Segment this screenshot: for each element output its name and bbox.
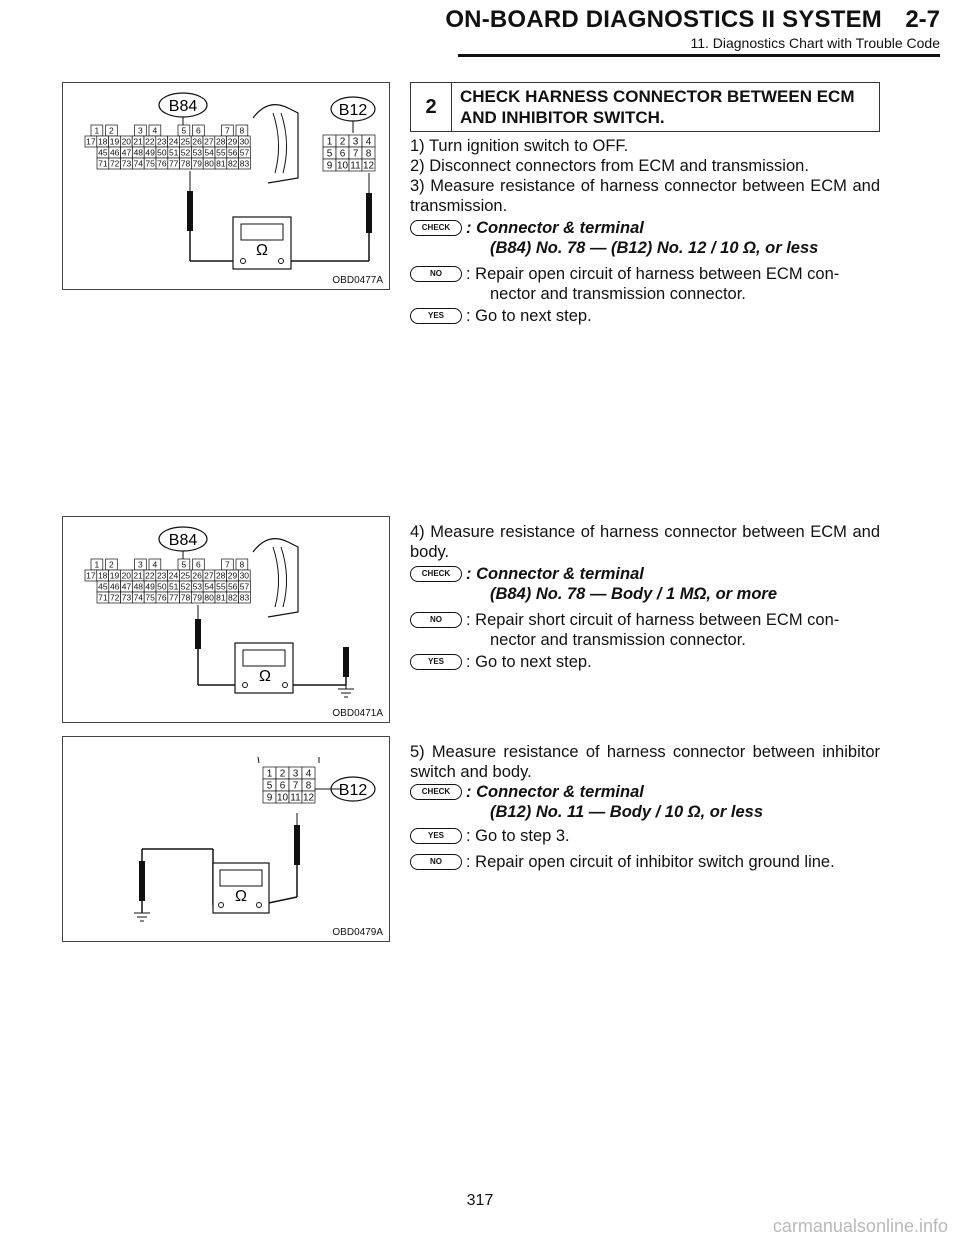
header-rule bbox=[458, 54, 940, 57]
b84-pin: 8 bbox=[239, 125, 245, 136]
no-text-2a: : Repair short circuit of harness between ECM con- bbox=[466, 611, 840, 629]
check-badge: CHECK bbox=[410, 784, 462, 800]
no-text-2b: nector and transmission connector. bbox=[490, 631, 746, 649]
b84-pin: 73 bbox=[121, 592, 132, 603]
b84-pin: 45 bbox=[98, 147, 108, 158]
b84-pin: 7 bbox=[225, 125, 230, 136]
b84-pin: 19 bbox=[109, 136, 120, 147]
diagram-3-drawing bbox=[63, 737, 389, 941]
b12-pin: 4 bbox=[305, 768, 312, 780]
figure-label: OBD0471A bbox=[332, 708, 383, 719]
b84-pin: 74 bbox=[133, 158, 144, 169]
b84-pin: 23 bbox=[156, 570, 167, 581]
diagram-1-drawing bbox=[63, 83, 389, 289]
diagram-2-drawing bbox=[63, 517, 389, 722]
b84-pin: 51 bbox=[168, 147, 179, 158]
b84-pin: 73 bbox=[121, 158, 132, 169]
b84-pin: 74 bbox=[133, 592, 144, 603]
b84-pin: 72 bbox=[109, 592, 120, 603]
check-text-2a: : Connector & terminal bbox=[466, 565, 644, 583]
b12-pin: 6 bbox=[339, 148, 346, 160]
connector-label-b84: B84 bbox=[168, 98, 198, 115]
b84-pin: 30 bbox=[239, 136, 250, 147]
instruction-4: 4) Measure resistance of harness connector between ECM and body. bbox=[410, 523, 880, 561]
no-row-3 bbox=[410, 852, 880, 872]
yes-text-2: : Go to next step. bbox=[466, 653, 592, 671]
instruction-2: 2) Disconnect connectors from ECM and transmission. bbox=[410, 157, 809, 175]
b12-pin: 8 bbox=[365, 148, 372, 160]
b84-pin: 28 bbox=[215, 136, 226, 147]
b84-pin: 50 bbox=[157, 581, 167, 592]
b12-pin: 11 bbox=[290, 792, 301, 804]
b84-pin: 52 bbox=[180, 147, 191, 158]
b84-pin: 4 bbox=[152, 125, 158, 136]
b12-pin: 7 bbox=[352, 148, 359, 160]
page-header-title: ON-BOARD DIAGNOSTICS II SYSTEM bbox=[445, 6, 882, 33]
b12-pin: 10 bbox=[276, 792, 289, 804]
instruction-3: 3) Measure resistance of harness connector between ECM and transmission. bbox=[410, 177, 880, 215]
check-text-3b: (B12) No. 11 — Body / 10 Ω, or less bbox=[490, 803, 763, 821]
b84-pin: 17 bbox=[86, 136, 96, 147]
b84-pin: 4 bbox=[152, 559, 158, 570]
b84-pin: 20 bbox=[121, 570, 132, 581]
b84-pin: 75 bbox=[145, 158, 155, 169]
check-row-2 bbox=[410, 564, 880, 604]
yes-row-3 bbox=[410, 826, 880, 846]
wiring-diagram-3 bbox=[62, 736, 390, 942]
b84-pin: 53 bbox=[192, 581, 203, 592]
b84-pin: 77 bbox=[168, 158, 179, 169]
b12-pin: 8 bbox=[305, 780, 312, 792]
figure-label: OBD0477A bbox=[332, 275, 383, 286]
b84-pin: 48 bbox=[133, 147, 144, 158]
b84-pin: 49 bbox=[145, 581, 155, 592]
b84-pin: 20 bbox=[121, 136, 132, 147]
b84-pin: 47 bbox=[121, 581, 132, 592]
b84-pin: 50 bbox=[157, 147, 167, 158]
b84-pin: 2 bbox=[109, 125, 114, 136]
ohmmeter-symbol: Ω bbox=[259, 668, 271, 685]
b84-pin: 72 bbox=[109, 158, 120, 169]
b84-pin: 55 bbox=[216, 147, 226, 158]
b84-pin: 5 bbox=[181, 125, 187, 136]
wiring-diagram-1 bbox=[62, 82, 390, 290]
yes-row-2 bbox=[410, 652, 880, 672]
b12-pin: 1 bbox=[266, 768, 273, 780]
b84-pin: 57 bbox=[239, 147, 250, 158]
b84-pin: 6 bbox=[196, 559, 201, 570]
b84-pin: 45 bbox=[98, 581, 108, 592]
b84-pin: 27 bbox=[204, 136, 214, 147]
wiring-diagram-2 bbox=[62, 516, 390, 723]
b84-pin: 78 bbox=[180, 592, 191, 603]
b84-pin: 29 bbox=[227, 136, 238, 147]
b84-pin: 22 bbox=[145, 136, 155, 147]
b84-pin: 54 bbox=[204, 581, 214, 592]
b84-pin: 46 bbox=[109, 581, 120, 592]
yes-text-1: : Go to next step. bbox=[466, 307, 592, 325]
b84-pin: 52 bbox=[180, 581, 191, 592]
watermark: carmanualsonline.info bbox=[772, 1216, 948, 1236]
b84-pin: 79 bbox=[192, 592, 203, 603]
b84-pin: 51 bbox=[168, 581, 179, 592]
b12-pin: 4 bbox=[365, 136, 372, 148]
b84-pin: 26 bbox=[192, 136, 202, 147]
b84-pin: 82 bbox=[227, 158, 238, 169]
b12-pin: 9 bbox=[326, 160, 333, 172]
b12-pin: 6 bbox=[279, 780, 286, 792]
check-row-3 bbox=[410, 782, 880, 822]
no-badge: NO bbox=[410, 612, 462, 628]
check-badge: CHECK bbox=[410, 566, 462, 582]
b84-pin: 53 bbox=[192, 147, 203, 158]
b84-pin: 54 bbox=[204, 147, 214, 158]
no-text-1b: nector and transmission connector. bbox=[490, 285, 746, 303]
connector-label-b12: B12 bbox=[338, 102, 368, 119]
b84-pin: 76 bbox=[157, 158, 167, 169]
b12-pin: 1 bbox=[326, 136, 333, 148]
page-number: 317 bbox=[466, 1192, 494, 1209]
b84-pin: 55 bbox=[216, 581, 226, 592]
page-header-subtitle: 11. Diagnostics Chart with Trouble Code bbox=[690, 35, 940, 51]
b84-pin: 17 bbox=[86, 570, 96, 581]
no-row-2 bbox=[410, 610, 880, 650]
b84-pin: 18 bbox=[97, 570, 108, 581]
b84-pin: 30 bbox=[239, 570, 250, 581]
b84-pin: 2 bbox=[109, 559, 114, 570]
b84-pin: 24 bbox=[168, 570, 179, 581]
b84-pin: 26 bbox=[192, 570, 202, 581]
check-text-3a: : Connector & terminal bbox=[466, 783, 644, 801]
b84-pin: 6 bbox=[196, 125, 201, 136]
b12-pin: 2 bbox=[279, 768, 286, 780]
b84-pin: 29 bbox=[227, 570, 238, 581]
b84-pin: 57 bbox=[239, 581, 250, 592]
no-badge: NO bbox=[410, 266, 462, 282]
b12-pin: 10 bbox=[336, 160, 349, 172]
b84-pin: 83 bbox=[239, 158, 250, 169]
b12-pin: 3 bbox=[352, 136, 359, 148]
section-number: 2-7 bbox=[905, 6, 940, 33]
check-badge: CHECK bbox=[410, 220, 462, 236]
b84-pin: 77 bbox=[168, 592, 179, 603]
ohmmeter-symbol: Ω bbox=[256, 242, 268, 259]
b12-pin: 7 bbox=[292, 780, 299, 792]
yes-badge: YES bbox=[410, 308, 462, 324]
no-text-1a: : Repair open circuit of harness between ECM con- bbox=[466, 265, 840, 283]
b84-pin: 27 bbox=[204, 570, 214, 581]
b84-pin: 23 bbox=[156, 136, 167, 147]
b84-pin: 56 bbox=[227, 581, 238, 592]
b84-pin: 3 bbox=[138, 125, 143, 136]
b12-pin: 12 bbox=[302, 792, 315, 804]
b84-pin: 83 bbox=[239, 592, 250, 603]
b84-pin: 1 bbox=[94, 559, 100, 570]
b84-pin: 81 bbox=[216, 592, 226, 603]
check-text-1b: (B84) No. 78 — (B12) No. 12 / 10 Ω, or less bbox=[490, 239, 819, 257]
b84-pin: 78 bbox=[180, 158, 191, 169]
b84-pin: 47 bbox=[121, 147, 132, 158]
no-text-3: : Repair open circuit of inhibitor switch ground line. bbox=[466, 853, 835, 871]
b12-pin: 3 bbox=[292, 768, 299, 780]
b84-pin: 3 bbox=[138, 559, 143, 570]
no-row-1 bbox=[410, 264, 880, 304]
b84-pin: 75 bbox=[145, 592, 155, 603]
b84-pin: 24 bbox=[168, 136, 179, 147]
step-header bbox=[410, 82, 880, 132]
b84-pin: 76 bbox=[157, 592, 167, 603]
connector-label-b84: B84 bbox=[168, 532, 198, 549]
b84-pin: 71 bbox=[98, 158, 108, 169]
b84-pin: 25 bbox=[180, 570, 191, 581]
b12-pin: 9 bbox=[266, 792, 273, 804]
b84-pin: 5 bbox=[181, 559, 187, 570]
b84-pin: 21 bbox=[133, 570, 143, 581]
b84-pin: 22 bbox=[145, 570, 155, 581]
b84-pin: 1 bbox=[94, 125, 100, 136]
yes-row-1 bbox=[410, 306, 880, 326]
check-text-2b: (B84) No. 78 — Body / 1 MΩ, or more bbox=[490, 585, 778, 603]
yes-badge: YES bbox=[410, 654, 462, 670]
connector-label-b12: B12 bbox=[338, 782, 368, 799]
b12-pin: 12 bbox=[362, 160, 375, 172]
yes-badge: YES bbox=[410, 828, 462, 844]
b84-pin: 79 bbox=[192, 158, 203, 169]
step-number: 2 bbox=[411, 83, 452, 131]
yes-text-3: : Go to step 3. bbox=[466, 827, 570, 845]
b84-pin: 7 bbox=[225, 559, 230, 570]
b84-pin: 28 bbox=[215, 570, 226, 581]
check-text-1a: : Connector & terminal bbox=[466, 219, 644, 237]
b84-pin: 25 bbox=[180, 136, 191, 147]
b84-pin: 80 bbox=[204, 158, 214, 169]
b84-pin: 46 bbox=[109, 147, 120, 158]
b84-pin: 18 bbox=[97, 136, 108, 147]
b84-pin: 49 bbox=[145, 147, 155, 158]
b84-pin: 81 bbox=[216, 158, 226, 169]
b84-pin: 80 bbox=[204, 592, 214, 603]
no-badge: NO bbox=[410, 854, 462, 870]
b12-pin: 5 bbox=[326, 148, 333, 160]
b84-pin: 21 bbox=[133, 136, 143, 147]
ohmmeter-symbol: Ω bbox=[235, 888, 247, 905]
b12-pin: 5 bbox=[266, 780, 273, 792]
b12-pin: 2 bbox=[339, 136, 346, 148]
b84-pin: 48 bbox=[133, 581, 144, 592]
instruction-1: 1) Turn ignition switch to OFF. bbox=[410, 137, 629, 155]
b84-pin: 19 bbox=[109, 570, 120, 581]
step-title: CHECK HARNESS CONNECTOR BETWEEN ECM AND INHIBITOR SWITCH. bbox=[460, 87, 855, 127]
b84-pin: 56 bbox=[227, 147, 238, 158]
b84-pin: 8 bbox=[239, 559, 245, 570]
check-row-1 bbox=[410, 218, 880, 258]
instruction-5: 5) Measure resistance of harness connector between inhibitor switch and body. bbox=[410, 743, 880, 781]
b84-pin: 82 bbox=[227, 592, 238, 603]
figure-label: OBD0479A bbox=[332, 927, 383, 938]
b12-pin: 11 bbox=[350, 160, 361, 172]
b84-pin: 71 bbox=[98, 592, 108, 603]
